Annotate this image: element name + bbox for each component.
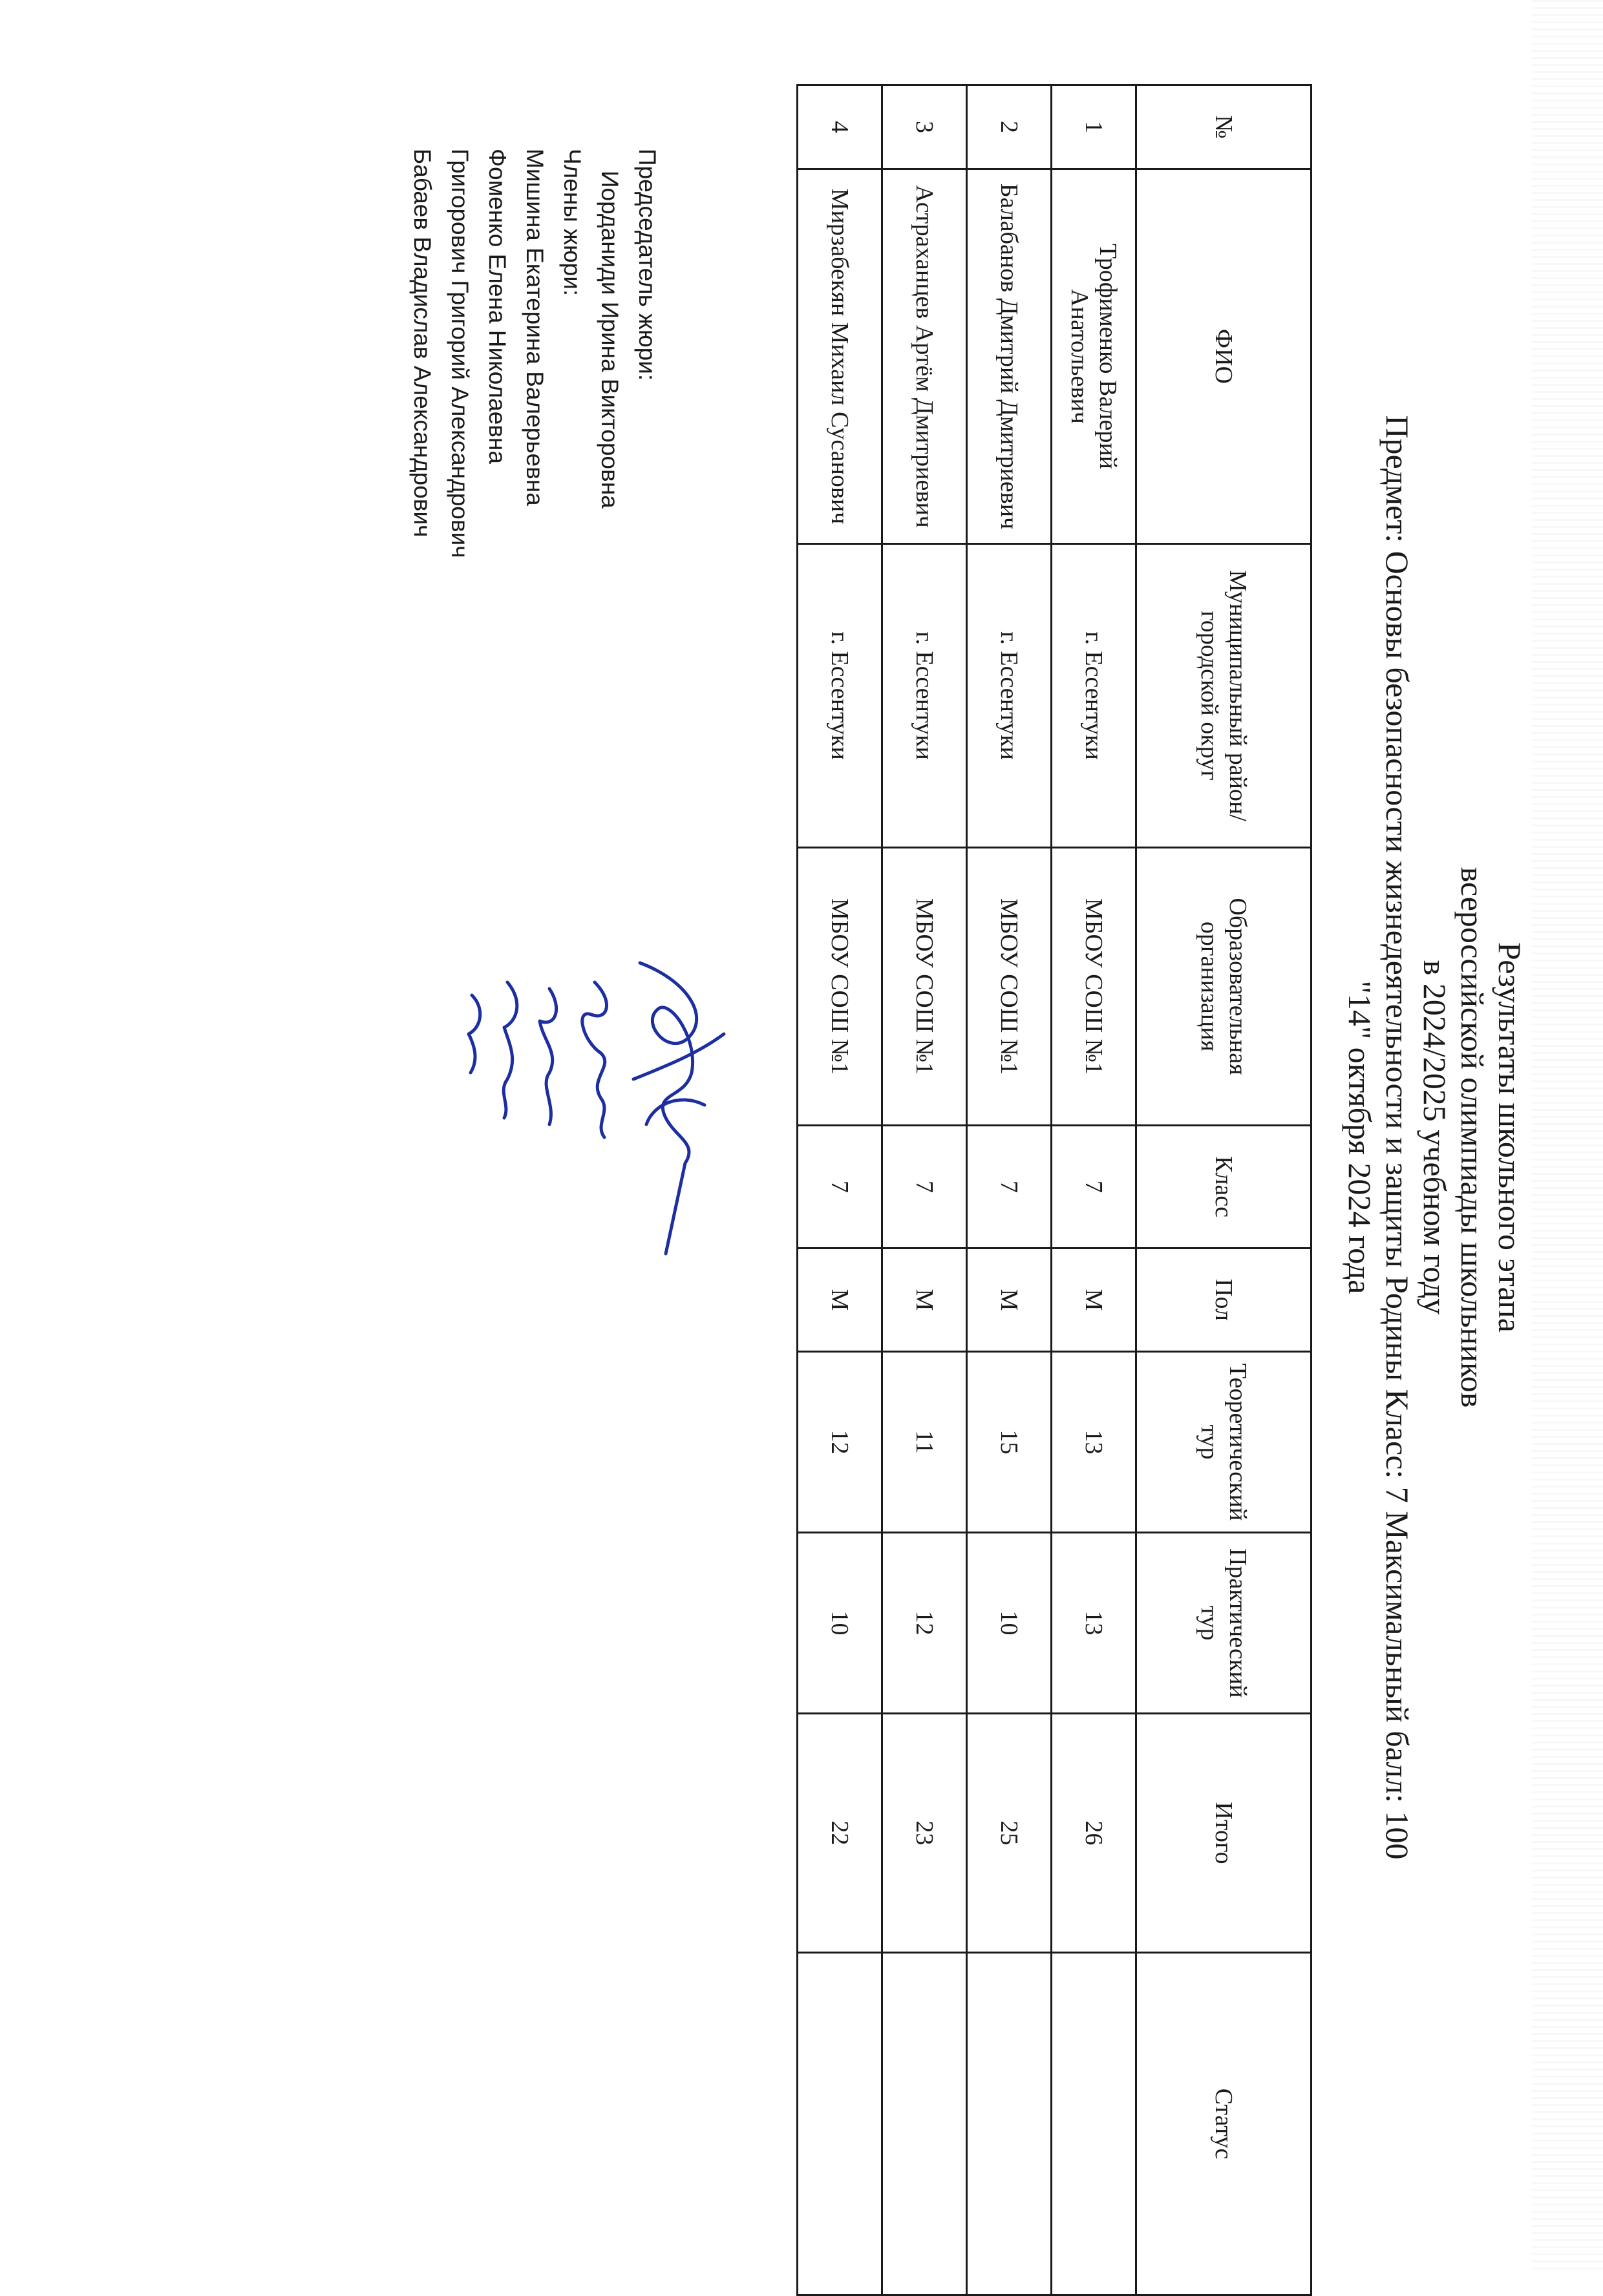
cell-district: г. Ессентуки <box>967 544 1052 848</box>
cell-name: Трофименко Валерий Анатольевич <box>1052 169 1136 544</box>
header-school-year: в 2024/2025 учебном году <box>1417 960 1453 1315</box>
header-date: "14" октября 2024 года <box>1342 980 1378 1294</box>
cell-school: МБОУ СОШ №1 <box>882 848 967 1126</box>
cell-district: г. Ессентуки <box>798 544 882 848</box>
jury-chair-name: Иорданиди Ирина Викторовна <box>597 171 623 509</box>
jury-members-label: Члены жюри: <box>559 149 586 297</box>
column-header-district: Муниципальный район/городской округ <box>1136 544 1311 848</box>
cell-gender: М <box>798 1248 882 1352</box>
jury-member: Фоменко Елена Николаевна <box>484 149 511 464</box>
header-olympiad: всероссийской олимпиады школьников <box>1454 867 1491 1408</box>
cell-name: Мирзабекян Михаил Сусанович <box>798 169 882 544</box>
cell-practice: 13 <box>1052 1533 1136 1714</box>
signatures-drawing <box>452 943 763 1267</box>
cell-school: МБОУ СОШ №1 <box>798 848 882 1126</box>
header-subject: Предмет: Основы безопасности жизнедеятельности и защиты Родины Класс: 7 Максимальный балл: 100 <box>1379 415 1416 1860</box>
cell-total: 23 <box>882 1714 967 1953</box>
table-row <box>882 85 967 2295</box>
signature-member-4 <box>469 995 480 1073</box>
table-header-row <box>1136 85 1311 2295</box>
cell-gender: М <box>1052 1248 1136 1352</box>
column-header-grade: Класс <box>1136 1126 1311 1248</box>
cell-theory: 12 <box>798 1352 882 1533</box>
cell-theory: 15 <box>967 1352 1052 1533</box>
cell-district: г. Ессентуки <box>882 544 967 848</box>
signature-member-2 <box>540 989 557 1124</box>
jury-block <box>403 149 666 558</box>
jury-signatures <box>452 943 763 1267</box>
column-header-gender: Пол <box>1136 1248 1311 1352</box>
cell-school: МБОУ СОШ №1 <box>967 848 1052 1126</box>
table-row <box>798 85 882 2295</box>
results-table <box>796 84 1312 2296</box>
column-header-name: ФИО <box>1136 169 1311 544</box>
cell-total: 26 <box>1052 1714 1136 1953</box>
cell-total: 25 <box>967 1714 1052 1953</box>
cell-practice: 10 <box>798 1533 882 1714</box>
cell-grade: 7 <box>882 1126 967 1248</box>
cell-grade: 7 <box>798 1126 882 1248</box>
cell-status <box>967 1953 1052 2295</box>
cell-number: 2 <box>967 85 1052 169</box>
cell-theory: 13 <box>1052 1352 1136 1533</box>
signature-chair <box>640 963 697 1254</box>
column-header-total: Итого <box>1136 1714 1311 1953</box>
table-row <box>1052 85 1136 2295</box>
cell-status <box>798 1953 882 2295</box>
cell-status <box>882 1953 967 2295</box>
cell-gender: М <box>967 1248 1052 1352</box>
signature-chair-flourish <box>633 1034 724 1124</box>
cell-number: 4 <box>798 85 882 169</box>
jury-member: Бабаев Владислав Александрович <box>409 149 436 538</box>
cell-name: Балабанов Дмитрий Дмитриевич <box>967 169 1052 544</box>
jury-member: Мишина Екатерина Валерьевна <box>522 149 548 506</box>
jury-member: Григорович Григорий Александрович <box>447 149 473 558</box>
column-header-practice: Практический тур <box>1136 1533 1311 1714</box>
cell-grade: 7 <box>967 1126 1052 1248</box>
table-row <box>967 85 1052 2295</box>
document-header <box>1341 0 1529 2275</box>
cell-practice: 10 <box>967 1533 1052 1714</box>
cell-district: г. Ессентуки <box>1052 544 1136 848</box>
column-header-status: Статус <box>1136 1953 1311 2295</box>
header-title: Результаты школьного этапа <box>1492 942 1528 1332</box>
cell-grade: 7 <box>1052 1126 1136 1248</box>
cell-name: Астраханцев Артём Дмитриевич <box>882 169 967 544</box>
column-header-school: Образовательная организация <box>1136 848 1311 1126</box>
cell-theory: 11 <box>882 1352 967 1533</box>
column-header-theory: Теоретический тур <box>1136 1352 1311 1533</box>
column-header-number: № <box>1136 85 1311 169</box>
cell-total: 22 <box>798 1714 882 1953</box>
signature-member-1 <box>582 982 607 1137</box>
jury-chair-label: Председатель жюри: <box>634 149 661 381</box>
signature-member-3 <box>504 982 517 1118</box>
cell-status <box>1052 1953 1136 2295</box>
cell-number: 1 <box>1052 85 1136 169</box>
cell-practice: 12 <box>882 1533 967 1714</box>
cell-school: МБОУ СОШ №1 <box>1052 848 1136 1126</box>
cell-gender: М <box>882 1248 967 1352</box>
cell-number: 3 <box>882 85 967 169</box>
